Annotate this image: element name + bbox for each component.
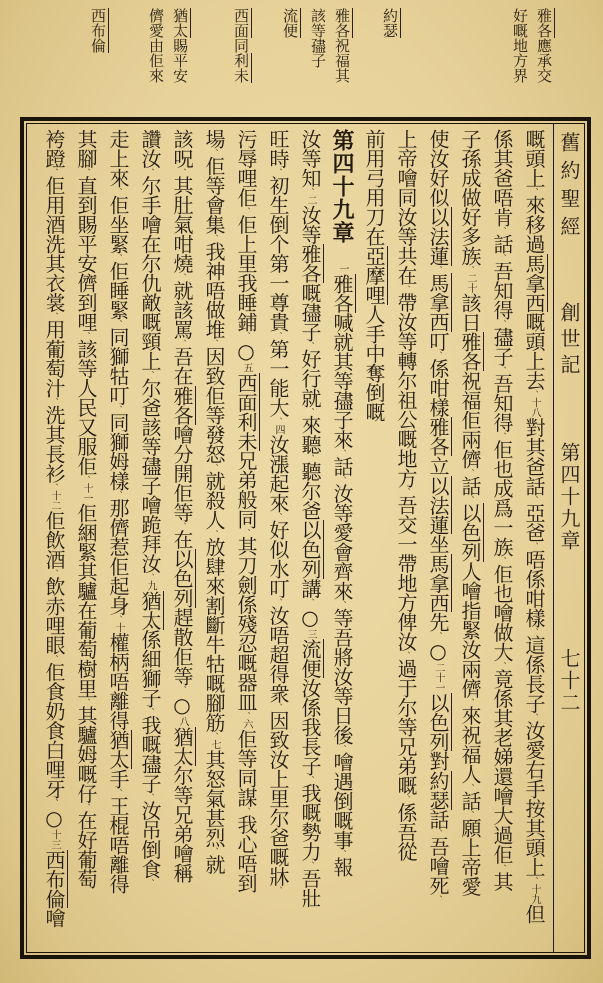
punctuation: 、 [530,495,539,503]
text-column: 係其爸唔肯、話、吾知得、孻子、吾知得、佢也成爲一族、佢也噲做大、竟係其老娣還噲大過佢、其 [490,129,514,891]
punctuation: 、 [82,331,91,339]
proper-name: 猶太 [106,730,130,769]
verse-number: 十八 [529,397,540,418]
text-column: 污辱哩佢、佢上里我睡鋪、○五西面利未兄弟般同、其刀劍係殘忍嘅器皿、六佢等同謀、我心唔到 [234,129,258,893]
proper-name: 流便 [298,639,322,678]
punctuation: 、 [434,829,443,837]
text-column: 第四十九章 一雅各喊就其等孻子來、話、汝等愛會齊來、等吾將汝等日後、噲遇倒嘅事、報 [329,129,355,877]
text-column: 前用弓用刀在亞摩哩人手中奪倒嘅 [362,129,386,422]
margin-note [306,8,354,83]
punctuation: 、 [498,226,507,234]
proper-name: 雅各 [426,417,450,456]
punctuation: 、 [530,390,539,398]
text-column: 場、佢等會集、我神唔做堆、因致佢等發怒、就殺人、放肆來割斷牛牯嘅腳筋、七其怒氣甚烈、就 [202,129,226,874]
proper-name: 流便 [281,8,299,38]
chapter-title: 第四十九章 [557,442,581,552]
page-number: 七十二 [557,648,581,714]
punctuation: 、 [306,598,315,606]
page-frame-inner [26,123,585,953]
punctuation: 、 [338,849,347,857]
punctuation: 、 [402,651,411,659]
punctuation: 、 [114,788,123,796]
punctuation: 、 [210,148,219,156]
punctuation: 、 [50,312,59,320]
chapter-heading: 第四十九章 [329,129,355,244]
proper-name: 馬拿西 [426,273,450,332]
punctuation: 、 [210,234,219,242]
punctuation: 、 [82,803,91,811]
punctuation: 、 [434,631,443,639]
punctuation: 、 [498,432,507,440]
punctuation: 、 [210,339,219,347]
punctuation: 、 [114,490,123,498]
punctuation: 、 [210,847,219,855]
punctuation: 、 [178,168,187,176]
punctuation: 、 [114,253,123,261]
text-column: 汝等知、二汝等雅各嘅孻子、好行就、來聽、聽尔爸以色列講、○三流便汝係我長子、我嘅勢力、吾壯 [298,129,322,908]
punctuation: 、 [114,319,123,327]
verse-number: 九 [145,580,156,591]
punctuation: 、 [242,207,251,215]
punctuation: 、 [434,351,443,359]
punctuation: 、 [146,168,155,176]
margin-note [378,8,402,38]
punctuation: 、 [242,331,251,339]
text-column: 其腳、直到賜平安儕到哩、該等人民又服佢、十一佢綑緊其驢在葡萄樹里、其驢姆嘅仔、在好葡萄 [74,129,98,889]
punctuation: 、 [146,370,155,378]
text-column: 使汝好似以法蓮、馬拿西叮、係咁樣雅各立以法蓮坐馬拿西先、○二十一以色列對約瑟話、吾噲死、 [426,129,450,903]
text-column: 旺時、初生倒个第一尊貴、第一能大、四汝漲起來、好似水叮、汝唔超得衆、因致汝上里尔爸嘅牀、 [266,129,290,894]
punctuation: 、 [338,476,347,484]
verse-number: 四 [273,424,284,435]
punctuation: 、 [178,522,187,530]
punctuation: 、 [498,864,507,872]
proper-name: 以色列 [170,549,194,608]
proper-name: 猶太 [171,8,189,38]
proper-name: 雅各 [458,332,482,371]
punctuation: 、 [530,713,539,721]
margin-note-column: 好嘅地方界 [511,8,529,83]
proper-name: 西面 [234,372,258,412]
punctuation: 、 [114,615,123,623]
proper-name: 以色列 [458,503,482,562]
margin-note [86,8,110,53]
proper-name: 雅各 [330,273,354,313]
punctuation: 、 [114,405,123,413]
margin-note-column: 猶太賜平安 [171,8,189,83]
text-column: 嘅頭上、來移過馬拿西嘅頭上去、十八對其爸話、亞爸、唔係咁樣、這係長子、汝愛右手按其頭上、十九但 [522,129,546,924]
proper-name: 雅各 [170,385,194,425]
punctuation: 、 [210,529,219,537]
punctuation: 、 [178,685,187,693]
punctuation: 、 [242,807,251,815]
verse-number: 十 [113,622,124,633]
punctuation: 、 [146,878,155,886]
punctuation: 、 [498,556,507,564]
punctuation: 、 [210,732,219,740]
margin-note [229,8,253,83]
verse-number: 一 [337,263,348,274]
punctuation: 、 [82,168,91,176]
margin-note [278,8,302,38]
page-frame [20,117,591,959]
proper-name: 雅各 [333,8,351,38]
bible-title: 舊約聖經 [557,132,581,244]
margin-note [508,8,556,83]
punctuation: 、 [306,407,315,415]
punctuation: 、 [402,795,411,803]
verse-number: 三 [305,629,316,639]
proper-name: 猶太 [138,590,162,630]
punctuation: 、 [50,397,59,405]
text-column: 讚汝、尔手噲在尔仇敵嘅頸上、尔爸該等孻子噲跪拜汝、九猶太係細獅子、我嘅孻子、汝吊倒食、 [138,129,162,886]
proper-name: 以色列 [298,520,322,579]
verse-number: 十一 [81,483,92,503]
text-column: 袴蹬、佢用酒洗其衣裳、用葡萄汁、洗其長衫、十二佢飲酒、飲赤哩眼、佢食奶食白哩牙、○十三西布倫噲 [42,129,66,928]
verse-number: 五 [241,362,252,373]
proper-name: 馬拿西 [522,253,546,312]
margin-note-column [378,8,402,38]
verse-number: 二 [305,195,316,205]
punctuation: 、 [338,449,347,457]
verse-number: 十九 [529,884,540,904]
punctuation: 、 [306,861,315,869]
punctuation: 、 [50,168,59,176]
margin-note-column: 雅各祝福其 [333,8,351,83]
verse-number: 二十 [465,273,476,293]
text-column: 上帝噲同汝等共在、帶汝等轉尔祖公嘅地方、吾交一帶地方俾汝、過于尔等兄弟嘅、係吾從 [394,129,418,861]
proper-name: 亞摩哩 [362,246,386,305]
punctuation: 、 [146,707,155,715]
punctuation: 、 [50,654,59,662]
verse-number: 八 [177,716,188,727]
verse-number: 十三 [49,829,60,850]
punctuation: 、 [306,454,315,462]
punctuation: 、 [306,341,315,349]
proper-name: 西布倫 [42,849,66,908]
margin-note-column: 儕愛由佢來 [147,8,165,83]
proper-name: 馬拿西 [426,553,450,612]
proper-name: 以法蓮 [426,475,450,534]
punctuation: 、 [466,783,475,791]
margin-note-column: 雅各應承交 [535,8,553,83]
punctuation: 、 [338,744,347,752]
punctuation: 、 [242,528,251,536]
proper-name: 以色列 [426,692,450,751]
margin-note-column [278,8,302,38]
verse-number: 七 [209,739,220,750]
punctuation: 、 [210,463,219,471]
text-column: 該呪、其肚氣咁燒、就該罵、吾在雅各噲分開佢等、在以色列趕散佢等、○八猶太尔等兄弟噲稱 [170,129,194,883]
punctuation: 、 [498,366,507,374]
margin-note-column: 西面同利未 [232,8,250,83]
punctuation: 、 [306,187,315,195]
punctuation: 、 [274,417,283,425]
proper-name: 以法蓮 [426,207,450,266]
punctuation: 、 [466,698,475,706]
proper-name: 西布倫 [89,8,107,53]
margin-note-column: 該等孻子 [309,8,327,68]
punctuation: 、 [402,285,411,293]
text-column: 走上來、佢坐緊、佢睡緊、同獅牯叮、同獅姆樣、那儕惹佢起身、十權柄唔離得猶太手、王棍唔離得 [106,129,130,894]
proper-name: 利未 [232,53,250,83]
punctuation: 、 [50,483,59,491]
proper-name: 猶太 [170,726,194,766]
punctuation: 、 [338,600,347,608]
punctuation: 、 [466,468,475,476]
punctuation: 、 [274,703,283,711]
verse-number: 十二 [49,490,60,511]
punctuation: 、 [402,487,411,495]
margin-note-column [86,8,110,53]
punctuation: 、 [274,886,283,894]
punctuation: 、 [530,542,539,550]
proper-name: 雅各 [298,244,322,283]
punctuation: 、 [466,265,475,273]
punctuation: 、 [82,698,91,706]
punctuation: 、 [498,319,507,327]
punctuation: 、 [50,569,59,577]
punctuation: 、 [50,798,59,806]
punctuation: 、 [274,331,283,339]
punctuation: 、 [146,793,155,801]
punctuation: 、 [306,775,315,783]
punctuation: 、 [498,253,507,261]
punctuation: 、 [274,598,283,606]
book-title: 創世記 [557,302,581,380]
proper-name: 雅各 [535,8,553,38]
punctuation: 、 [530,876,539,884]
punctuation: 、 [82,475,91,483]
title-column [553,124,584,952]
punctuation: 、 [178,273,187,281]
punctuation: 、 [274,512,283,520]
punctuation: 、 [274,168,283,176]
proper-name: 西面 [232,8,250,38]
verse-number: 六 [241,719,252,729]
punctuation: 、 [434,895,443,903]
text-column: 子孫成做好多族、二十該日雅各祝福佢兩儕、話、以色列人噲指緊汝兩儕、來祝福人、話、願上帝愛 [458,129,482,896]
punctuation: 、 [434,265,443,273]
body-text [27,124,552,952]
punctuation: 、 [146,573,155,581]
punctuation: 、 [530,627,539,635]
punctuation: 、 [178,339,187,347]
verse-number: 二十一 [433,662,444,693]
proper-name: 約瑟 [381,8,399,38]
proper-name: 約瑟 [426,770,450,810]
margin-note [144,8,192,83]
punctuation: 、 [498,661,507,669]
punctuation: 、 [466,495,475,503]
punctuation: 、 [466,810,475,818]
proper-name: 利未 [234,411,258,451]
punctuation: 、 [530,187,539,195]
punctuation: 、 [114,187,123,195]
punctuation: 、 [242,711,251,719]
